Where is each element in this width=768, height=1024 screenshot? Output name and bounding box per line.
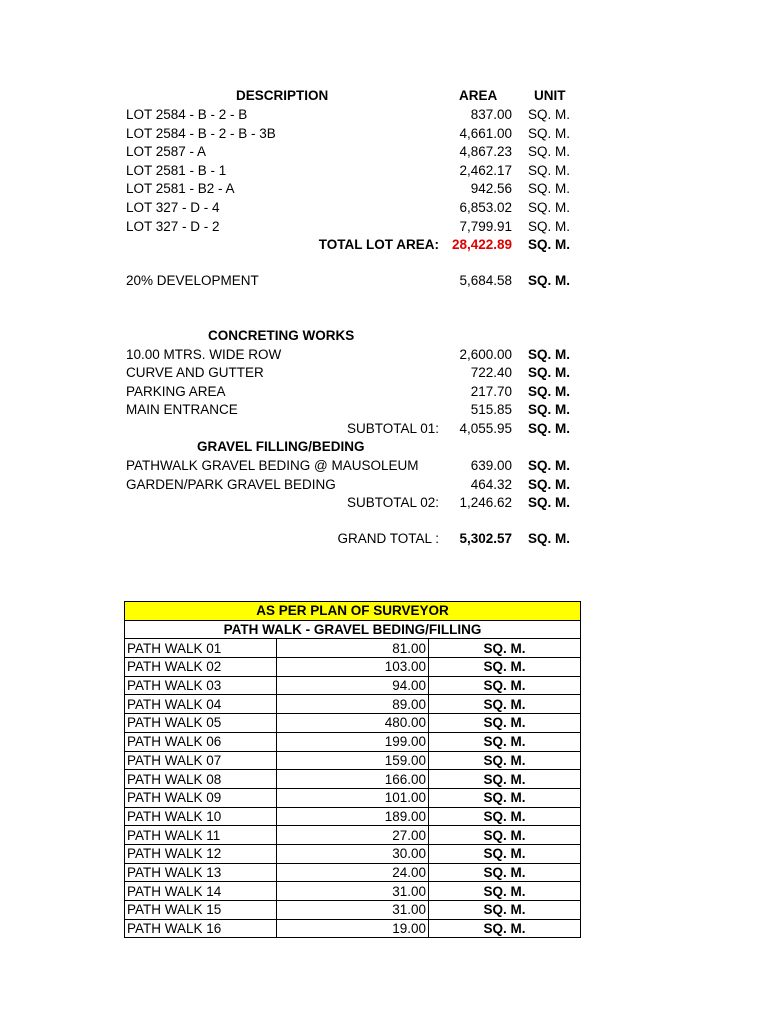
path-walk-unit: SQ. M. (429, 863, 581, 882)
table-row (125, 695, 581, 714)
grand-total-unit: SQ. M. (528, 531, 571, 546)
path-walk-area: 24.00 (277, 863, 429, 882)
table-row (125, 844, 581, 863)
path-walk-name: PATH WALK 03 (125, 676, 277, 695)
subtotal-02-unit: SQ. M. (528, 495, 571, 510)
table-row (125, 676, 581, 695)
item-unit: SQ. M. (528, 402, 571, 417)
item-name: MAIN ENTRANCE (126, 402, 238, 417)
lot-unit: SQ. M. (528, 162, 571, 178)
path-walk-area: 31.00 (277, 901, 429, 920)
table-row (125, 714, 581, 733)
path-walk-area: 27.00 (277, 826, 429, 845)
lot-area: 4,867.23 (459, 144, 512, 160)
lot-unit: SQ. M. (528, 125, 571, 141)
item-area: 2,600.00 (459, 346, 512, 362)
path-walk-unit: SQ. M. (429, 732, 581, 751)
path-walk-area: 101.00 (277, 788, 429, 807)
item-name: PATHWALK GRAVEL BEDING @ MAUSOLEUM (126, 458, 419, 473)
lot-area: 2,462.17 (459, 162, 512, 178)
lot-name: LOT 327 - D - 2 (126, 218, 220, 234)
total-lot-area-label: TOTAL LOT AREA: (318, 237, 439, 252)
path-walk-area: 31.00 (277, 882, 429, 901)
path-walk-unit: SQ. M. (429, 639, 581, 658)
path-walk-area: 19.00 (277, 919, 429, 938)
path-walk-name: PATH WALK 01 (125, 639, 277, 658)
path-walk-unit: SQ. M. (429, 919, 581, 938)
path-walk-area: 30.00 (277, 844, 429, 863)
path-walk-name: PATH WALK 13 (125, 863, 277, 882)
grand-total-value: 5,302.57 (459, 531, 512, 546)
table-row (125, 882, 581, 901)
table-row (125, 826, 581, 845)
path-walk-name: PATH WALK 10 (125, 807, 277, 826)
item-name: GARDEN/PARK GRAVEL BEDING (126, 476, 336, 492)
table-row (125, 751, 581, 770)
table-row (125, 770, 581, 789)
path-walk-area: 166.00 (277, 770, 429, 789)
table-row (125, 732, 581, 751)
lot-area: 942.56 (470, 181, 512, 197)
path-walk-name: PATH WALK 15 (125, 901, 277, 920)
header-area: AREA (459, 88, 498, 103)
lot-unit: SQ. M. (528, 200, 571, 215)
path-walk-unit: SQ. M. (429, 695, 581, 714)
lot-name: LOT 2581 - B - 1 (126, 162, 227, 178)
item-name: CURVE AND GUTTER (126, 365, 264, 380)
table-row (125, 788, 581, 807)
subtotal-01-unit: SQ. M. (528, 421, 571, 436)
path-walk-unit: SQ. M. (429, 788, 581, 807)
table-row (125, 658, 581, 677)
path-walk-unit: SQ. M. (429, 714, 581, 733)
path-walk-unit: SQ. M. (429, 882, 581, 901)
path-walk-unit: SQ. M. (429, 826, 581, 845)
subtotal-01-label: SUBTOTAL 01: (346, 421, 439, 436)
table-row (125, 863, 581, 882)
item-area: 639.00 (470, 458, 512, 473)
path-walk-unit: SQ. M. (429, 751, 581, 770)
concreting-heading: CONCRETING WORKS (208, 328, 355, 343)
path-walk-area: 480.00 (277, 714, 429, 733)
path-walk-unit: SQ. M. (429, 901, 581, 920)
path-walk-unit: SQ. M. (429, 807, 581, 826)
path-walk-area: 199.00 (277, 732, 429, 751)
path-walk-name: PATH WALK 08 (125, 770, 277, 789)
item-area: 217.70 (470, 383, 512, 399)
lot-name: LOT 2584 - B - 2 - B - 3B (126, 125, 276, 141)
total-lot-area-value: 28,422.89 (451, 237, 512, 252)
header-unit: UNIT (534, 88, 566, 103)
path-walk-name: PATH WALK 07 (125, 751, 277, 770)
table-row (125, 807, 581, 826)
subtotal-02-value: 1,246.62 (459, 495, 512, 510)
header-description: DESCRIPTION (236, 88, 329, 103)
item-area: 515.85 (470, 402, 512, 417)
lot-unit: SQ. M. (528, 144, 571, 160)
lot-unit: SQ. M. (528, 107, 571, 122)
path-walk-name: PATH WALK 02 (125, 658, 277, 677)
path-walk-name: PATH WALK 12 (125, 844, 277, 863)
path-walk-unit: SQ. M. (429, 658, 581, 677)
path-walk-name: PATH WALK 05 (125, 714, 277, 733)
path-walk-name: PATH WALK 06 (125, 732, 277, 751)
path-walk-area: 81.00 (277, 639, 429, 658)
path-walk-name: PATH WALK 04 (125, 695, 277, 714)
item-unit: SQ. M. (528, 476, 571, 492)
path-walk-name: PATH WALK 14 (125, 882, 277, 901)
lot-name: LOT 2584 - B - 2 - B (126, 107, 248, 122)
surveyor-banner: AS PER PLAN OF SURVEYOR (125, 602, 581, 621)
table-subheading-row (125, 620, 581, 639)
table-row (125, 639, 581, 658)
subtotal-01-value: 4,055.95 (459, 421, 512, 436)
grand-total-label: GRAND TOTAL : (337, 531, 439, 546)
path-walk-area: 159.00 (277, 751, 429, 770)
path-walk-unit: SQ. M. (429, 676, 581, 695)
path-walk-area: 103.00 (277, 658, 429, 677)
lot-area: 4,661.00 (459, 125, 512, 141)
table-row (125, 919, 581, 938)
subtotal-02-label: SUBTOTAL 02: (346, 495, 439, 510)
path-walk-name: PATH WALK 16 (125, 919, 277, 938)
lot-unit: SQ. M. (528, 218, 571, 234)
lot-name: LOT 2587 - A (126, 144, 207, 160)
lot-name: LOT 2581 - B2 - A (126, 181, 235, 197)
path-walk-name: PATH WALK 11 (125, 826, 277, 845)
path-walk-area: 89.00 (277, 695, 429, 714)
item-unit: SQ. M. (528, 365, 571, 380)
path-walk-name: PATH WALK 09 (125, 788, 277, 807)
lot-name: LOT 327 - D - 4 (126, 200, 220, 215)
path-walk-area: 189.00 (277, 807, 429, 826)
lot-area: 837.00 (470, 107, 512, 122)
item-unit: SQ. M. (528, 458, 571, 473)
gravel-heading: GRAVEL FILLING/BEDING (197, 439, 365, 454)
total-lot-area-unit: SQ. M. (528, 237, 571, 252)
path-walk-unit: SQ. M. (429, 844, 581, 863)
lot-area: 6,853.02 (459, 200, 512, 215)
item-name: PARKING AREA (126, 383, 226, 399)
development-unit: SQ. M. (528, 273, 571, 288)
table-row (125, 901, 581, 920)
path-walk-area: 94.00 (277, 676, 429, 695)
item-area: 722.40 (470, 365, 512, 380)
table-banner-row (125, 602, 581, 621)
lot-unit: SQ. M. (528, 181, 571, 197)
path-walk-unit: SQ. M. (429, 770, 581, 789)
item-unit: SQ. M. (528, 383, 571, 399)
item-area: 464.32 (470, 476, 512, 492)
development-label: 20% DEVELOPMENT (126, 273, 259, 288)
item-unit: SQ. M. (528, 346, 571, 362)
surveyor-subheading: PATH WALK - GRAVEL BEDING/FILLING (125, 620, 581, 639)
development-value: 5,684.58 (459, 273, 512, 288)
lot-area: 7,799.91 (459, 218, 512, 234)
item-name: 10.00 MTRS. WIDE ROW (126, 346, 282, 362)
surveyor-table (124, 601, 581, 938)
